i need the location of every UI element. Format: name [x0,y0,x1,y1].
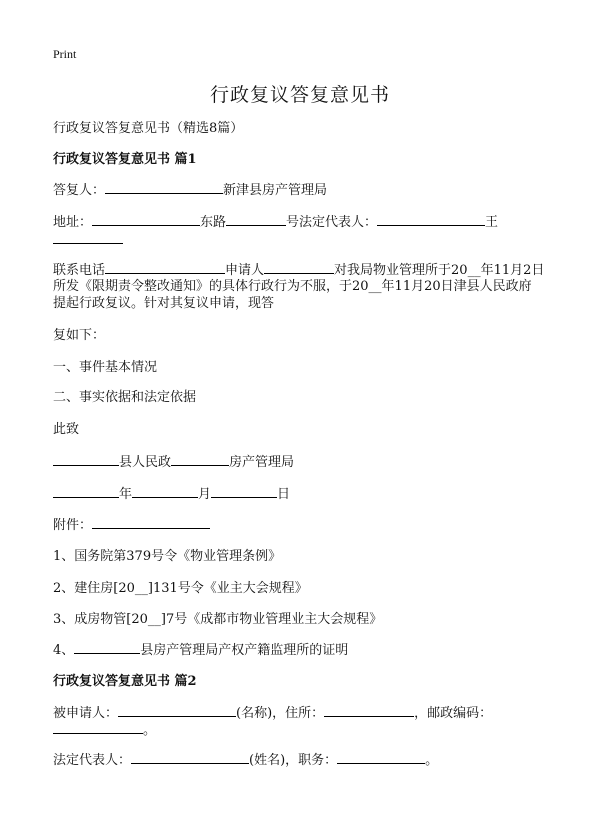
item-2: 二、事实依据和法定依据 [53,390,197,405]
day-label: 日 [277,487,291,502]
attachment-1: 1、国务院第379号令《物业管理条例》 [53,549,282,564]
blank-field [53,720,143,734]
applicant-label: 申请人 [225,263,265,278]
item-1: 一、事件基本情况 [53,360,158,375]
blank-field [132,484,198,498]
blank-field [118,703,236,717]
body-line1-rest: 对我局物业管理所于20__年11月2日 [334,263,545,278]
housing-bureau: 房产管理局 [229,455,295,470]
blank-field [171,452,229,466]
recipient-line [53,452,294,473]
attachment-line [53,515,210,536]
attachment-2: 2、建住房[20__]131号令《业主大会规程》 [53,581,308,596]
blank-field [264,260,334,274]
attachment-4-prefix: 4、 [53,643,75,658]
period: 。 [143,723,157,738]
period2: 。 [425,753,439,768]
blank-field [211,484,277,498]
blank-field [92,212,200,226]
year-label: 年 [119,487,133,502]
reply-follows: 复如下： [53,328,106,343]
attachment-3: 3、成房物管[20__]7号《成都市物业管理业主大会规程》 [53,612,383,627]
blank-field [377,212,485,226]
address-line-cont [53,230,123,251]
blank-field [53,484,119,498]
blank-field [105,260,225,274]
respondent-label: 答复人： [53,183,106,198]
legal-rep-label: 法定代表人： [53,753,132,768]
attachment-4 [53,640,348,661]
section2-heading: 行政复议答复意见书 篇2 [53,674,197,689]
blank-field [53,452,119,466]
respondent2-line-cont [53,720,156,741]
body-line3: 提起行政复议。针对其复议申请，现答 [53,296,275,311]
page-title: 行政复议答复意见书 [209,84,390,106]
blank-field [324,703,414,717]
blank-field [131,750,249,764]
body-line2: 所发《限期责令整改通知》的具体行政行为不服，于20__年11月20日津县人民政府 [53,279,532,294]
section1-heading: 行政复议答复意见书 篇1 [53,152,197,167]
blank-field [226,212,286,226]
legal-rep-line [53,750,438,771]
attachment-4-rest: 县房产管理局产权产籍监理所的证明 [140,643,349,658]
blank-field [337,750,425,764]
blank-field [105,180,223,194]
respondent-line [53,180,327,201]
blank-field [74,640,140,654]
print-label: Print [53,47,77,61]
respondent2-label: 被申请人： [53,706,119,721]
hereby: 此致 [53,422,80,437]
attachment-label: 附件： [53,518,93,533]
date-line [53,484,290,505]
address-label: 地址： [53,215,93,230]
county-gov: 县人民政 [119,455,172,470]
month-label: 月 [198,487,212,502]
address-number-legal: 号法定代表人： [286,215,378,230]
address-road: 东路 [200,215,227,230]
postal-label: ，邮政编码： [414,706,493,721]
blank-field [53,230,123,244]
contact-label: 联系电话 [53,263,106,278]
respondent-value: 新津县房产管理局 [223,183,328,198]
subtitle: 行政复议答复意见书（精选8篇） [53,121,244,136]
blank-field [92,515,210,529]
legal-surname: 王 [485,215,499,230]
name-paren2: (姓名)，职务： [249,753,338,768]
name-paren: (名称)，住所： [236,706,325,721]
